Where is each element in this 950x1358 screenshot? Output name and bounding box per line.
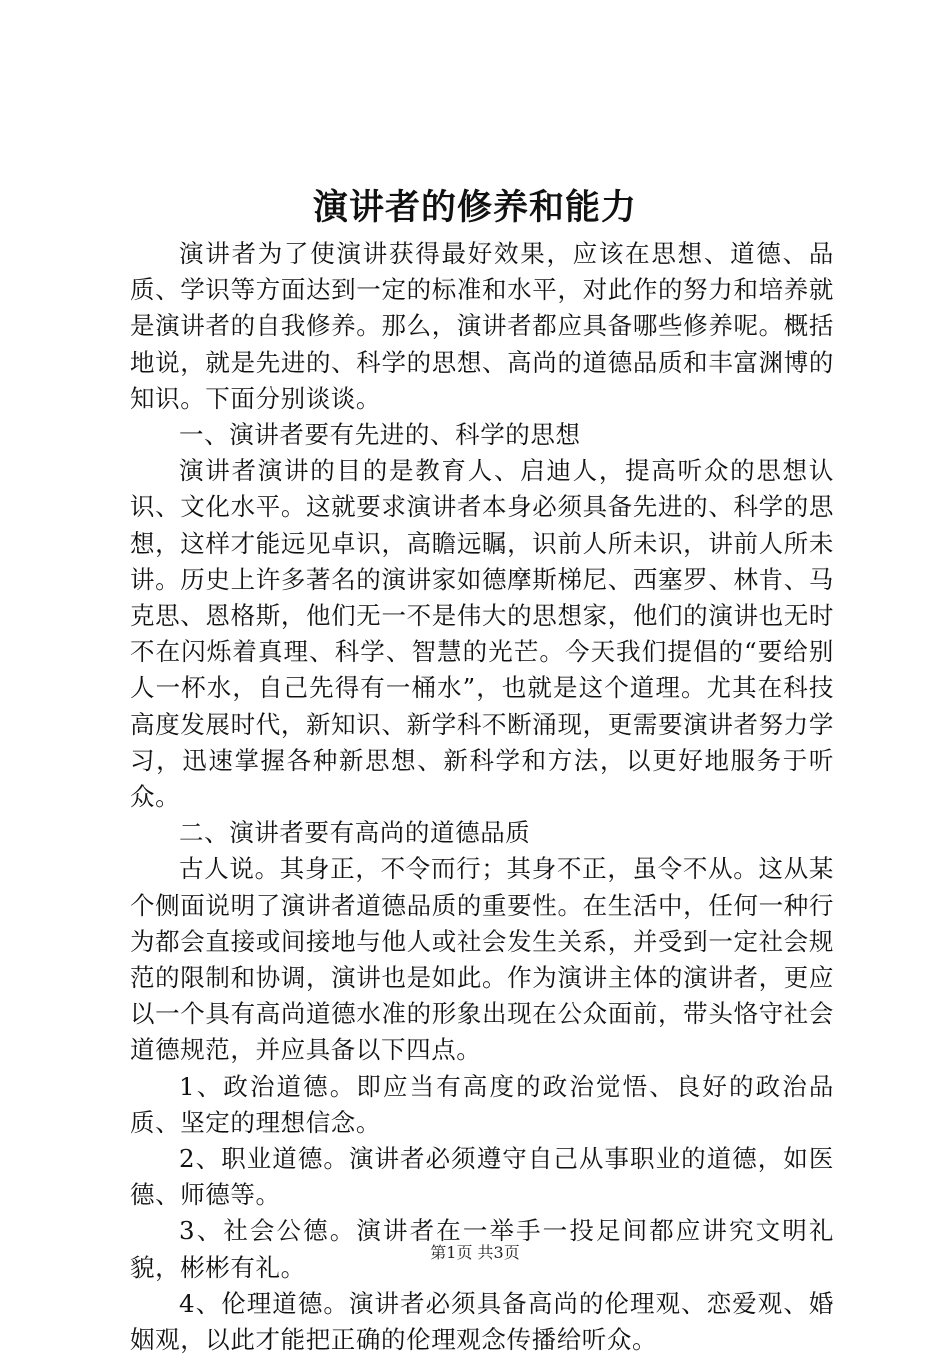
section-heading-2: 二、演讲者要有高尚的道德品质: [179, 818, 531, 848]
list-item-political-ethics: 1、政治道德。即应当有高度的政治觉悟、良好的政治品质、坚定的理想信念。: [130, 1071, 834, 1137]
list-item-family-ethics: 4、伦理道德。演讲者必须具备高尚的伦理观、恋爱观、婚姻观，以此才能把正确的伦理观念传播给听众。: [130, 1288, 834, 1355]
paragraph-section-2: 古人说。其身正，不令而行；其身不正，虽令不从。这从某个侧面说明了演讲者道德品质的重要性。在生活中，任何一种行为都会直接或间接地与他人或社会发生关系，并受到一定社会规范的限制和协调，演讲也是如此。作为演讲主体的演讲者，更应以一个具有高尚道德水准的形象出现在公众面前，带头恪守社会道德规范，并应具备以下四点。: [130, 854, 834, 1065]
section-heading-1: 一、演讲者要有先进的、科学的思想: [179, 420, 581, 450]
paragraph-section-1: 演讲者演讲的目的是教育人、启迪人，提高听众的思想认识、文化水平。这就要求演讲者本身必须具备先进的、科学的思想，这样才能远见卓识，高瞻远瞩，识前人所未识，讲前人所未讲。历史上许多著名的演讲家如德摩斯梯尼、西塞罗、林肯、马克思、恩格斯，他们无一不是伟大的思想家，他们的演讲也无时不在闪烁着真理、科学、智慧的光芒。今天我们提倡的“要给别人一杯水，自己先得有一桶水”，也就是这个道理。尤其在科技高度发展时代，新知识、新学科不断涌现，更需要演讲者努力学习，迅速掌握各种新思想、新科学和方法，以更好地服务于听众。: [130, 456, 834, 812]
list-item-professional-ethics: 2、职业道德。演讲者必须遵守自己从事职业的道德，如医德、师德等。: [130, 1144, 834, 1210]
paragraph-intro: 演讲者为了使演讲获得最好效果，应该在思想、道德、品质、学识等方面达到一定的标准和水平，对此作的努力和培养就是演讲者的自我修养。那么，演讲者都应具备哪些修养呢。概括地说，就是先进的、科学的思想、高尚的道德品质和丰富渊博的知识。下面分别谈谈。: [130, 239, 834, 413]
list-item-social-ethics: 3、社会公德。演讲者在一举手一投足间都应讲究文明礼貌，彬彬有礼。: [130, 1216, 834, 1282]
document-body: [130, 236, 834, 1358]
document-title: 演讲者的修养和能力: [312, 187, 637, 228]
page-number-footer: 第1页 共3页: [430, 1243, 520, 1262]
